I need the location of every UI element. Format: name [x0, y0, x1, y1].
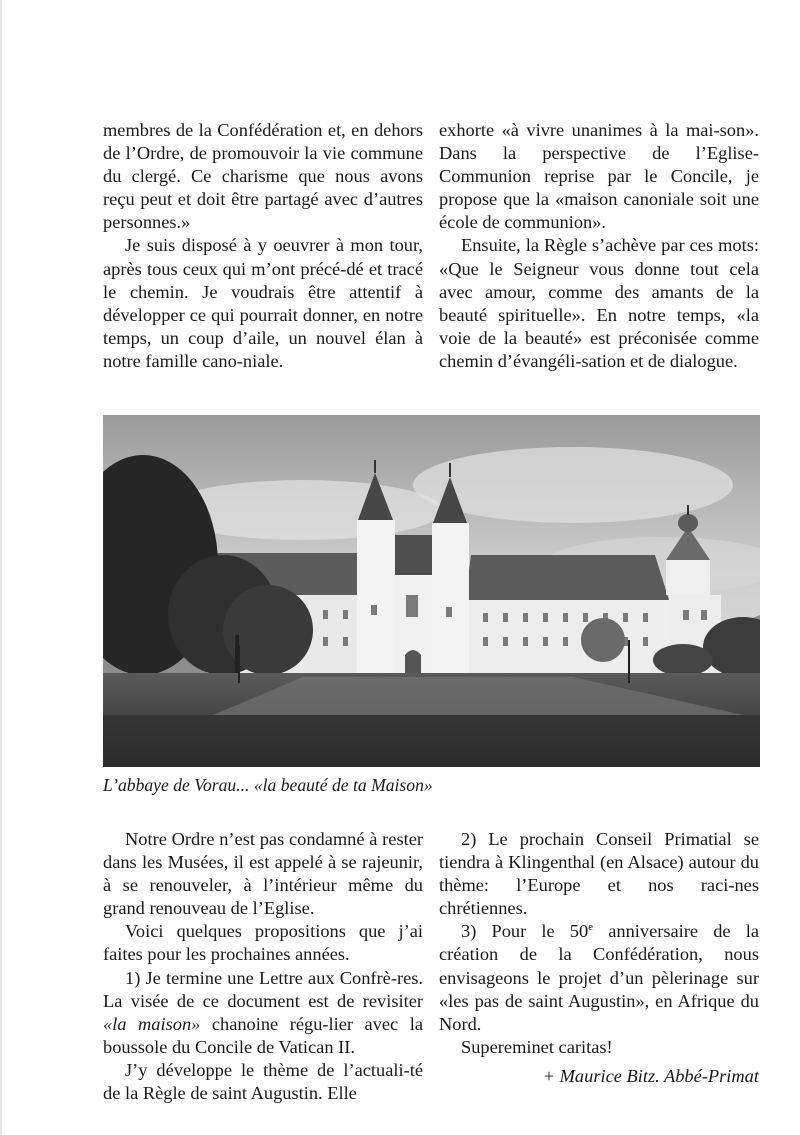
- text-run: chanoine régu-lier avec la boussole du Concile de Vatican II.: [103, 1013, 423, 1057]
- bottom-right-column: [439, 828, 759, 1088]
- text-run: 1) Je termine une Lettre aux Confrè-res. La visée de ce document est de revisiter: [103, 967, 423, 1011]
- paragraph: Je suis disposé à y oeuvrer à mon tour, après tous ceux qui m’ont précé-dé et tracé le chemin. Je voudrais être attentif à développer ce qui pourrait donner, en notre temps, un coup d’aile, un nouvel élan à notre famille cano-niale.: [103, 235, 423, 371]
- photo-caption: [103, 774, 763, 796]
- scan-edge-line: [0, 0, 2, 1135]
- superscript: e: [588, 921, 594, 934]
- paragraph: [103, 967, 423, 1059]
- paragraph: Ensuite, la Règle s’achève par ces mots: «Que le Seigneur vous donne tout cela avec amour, comme des amants de la beauté spirituelle». En notre temps, «la voie de la beauté» est préconisée comme chemin d’évangéli-sation et de dialogue.: [439, 235, 759, 371]
- text-run: 3) Pour le 50: [461, 921, 589, 942]
- paragraph: 2) Le prochain Conseil Primatial se tiendra à Klingenthal (en Alsace) autour du thème: l’Europe et nos raci-nes chrétiennes.: [439, 829, 759, 919]
- paragraph: membres de la Confédération et, en dehors de l’Ordre, de promouvoir la vie commune du clergé. Ce charisme que nous avons reçu peut et doit être partagé avec d’autres personnes.»: [103, 120, 423, 233]
- text-run: anniversaire de la création de la Confédération, nous envisageons le projet d’un pèlerinage sur «les pas de saint Augustin», en Afrique du Nord.: [439, 921, 759, 1034]
- signature: + Maurice Bitz. Abbé-Primat: [542, 1065, 759, 1086]
- paragraph: exhorte «à vivre unanimes à la mai-son». Dans la perspective de l’Eglise-Communion reprise par le Concile, je propose que la «maison canoniale soit une école de communion».: [439, 120, 759, 233]
- paragraph: Supereminet caritas!: [461, 1036, 613, 1057]
- bottom-left-column: [103, 828, 423, 1105]
- caption-quote: «la beauté de ta Maison»: [253, 775, 433, 795]
- emphasis-text: «la maison»: [103, 1013, 201, 1034]
- top-right-column: [439, 119, 759, 373]
- paragraph: Voici quelques propositions que j’ai faites pour les prochaines années.: [103, 921, 423, 965]
- abbey-photo: [103, 415, 760, 767]
- abbey-photo-drawing: [103, 415, 760, 767]
- paragraph: Notre Ordre n’est pas condamné à rester dans les Musées, il est appelé à se rajeunir, à se renouveler, à l’intérieur même du grand renouveau de l’Eglise.: [103, 829, 423, 919]
- top-left-column: [103, 119, 423, 373]
- paragraph: J’y développe le thème de l’actuali-té de la Règle de saint Augustin. Elle: [103, 1059, 423, 1104]
- caption-location: L’abbaye de Vorau...: [103, 775, 254, 795]
- paragraph: [439, 920, 759, 1035]
